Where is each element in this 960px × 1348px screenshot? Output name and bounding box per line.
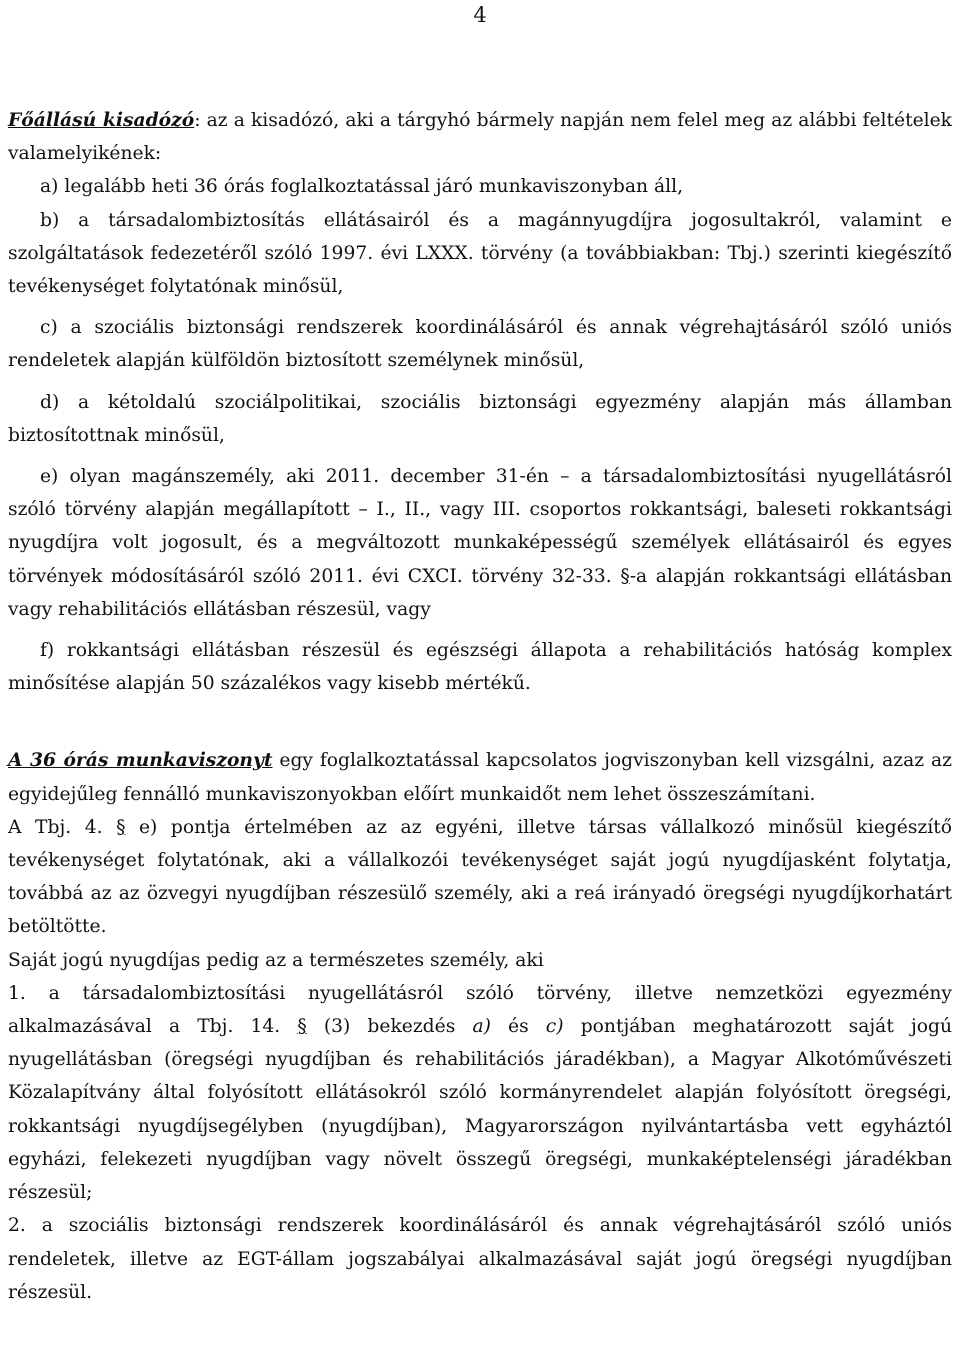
condition-d: d) a kétoldalú szociálpolitikai, szociális biztonsági egyezmény alapján más államban biztosítottnak minősül, xyxy=(8,391,952,446)
defined-term-36-oras-munkaviszony: A 36 órás munkaviszonyt xyxy=(8,749,273,772)
section-sign: § xyxy=(297,1016,307,1038)
condition-c: c) a szociális biztonsági rendszerek koordinálásáról és annak végrehajtásáról szóló uniós rendeletek alapján külföldön biztosított személynek minősül, xyxy=(8,317,952,372)
section-spacer xyxy=(8,700,952,744)
own-pension-intro: Saját jogú nyugdíjas pedig az a természetes személy, aki xyxy=(8,949,544,971)
section-sign: § xyxy=(620,565,630,587)
page-number: 4 xyxy=(473,3,487,27)
condition-f: f) rokkantsági ellátásban részesül és egészségi állapota a rehabilitációs hatóság komplex minősítése alapján 50 százalékos vagy kisebb mértékű. xyxy=(8,640,952,695)
document-body xyxy=(8,104,952,1309)
condition-b: b) a társadalombiztosítás ellátásairól és a magánnyugdíjra jogosultakról, valamint e szolgáltatások fedezetéről szóló 1997. évi LXXX. törvény (a továbbiakban: Tbj.) szerinti kiegészítő tevékenységet folytatónak minősül, xyxy=(8,209,952,298)
definition-intro xyxy=(8,104,952,170)
tbj-4-paragraph: A Tbj. 4. § e) pontja értelmében az az egyéni, illetve társas vállalkozó minősül kiegészítő tevékenységet folytatónak, aki a vállalkozói tevékenységet saját jogú nyugdíjasként folytatja, továbbá az az özvegyi nyugdíjban részesülő személy, aki a reá irányadó öregségi nyugdíjkorhatárt betöltötte. xyxy=(8,816,952,938)
section-sign: § xyxy=(116,816,126,838)
own-pension-item-1: 1. a társadalombiztosítási nyugellátásról szóló törvény, illetve nemzetközi egyezmény alkalmazásával a Tbj. 14. § (3) bekezdés a) és c) pontjában meghatározott saját jogú nyugellátásban (öregségi nyugdíjban és rehabilitációs járadékban), a Magyar Alkotóművészeti Közalapítvány által folyósított ellátásokról szóló kormányrendelet alapján folyósított öregségi, rokkantsági nyugdíjsegélyben (nyugdíjban), Magyarországon nyilvántartásba vett egyháztól egyházi, felekezeti nyugdíjban vagy növelt összegű öregségi, munkaképtelenségi járadékban részesül; xyxy=(8,982,953,1204)
definition-intro-text: : az a kisadózó, aki a tárgyhó bármely napján nem felel meg az alábbi feltételek valamelyikének: xyxy=(8,110,952,165)
workhours-paragraph: A 36 órás munkaviszonyt egy foglalkoztatással kapcsolatos jogviszonyban kell vizsgálni, azaz az egyidejűleg fennálló munkaviszonyokban előírt munkaidőt nem lehet összeszámítani. xyxy=(8,749,952,805)
defined-term-fo-allasu-kisadozo: Főállású kisadózó xyxy=(8,109,195,131)
condition-e: e) olyan magánszemély, aki 2011. december 31-én – a társadalombiztosítási nyugellátásról szóló törvény alapján megállapított – I., II., vagy III. csoportos rokkantsági, baleseti rokkantsági nyugdíjra volt jogosult, és a megváltozott munkaképességű személyek ellátásairól és egyes törvények módosításáról szóló 2011. évi CXCI. törvény 32-33. §-a alapján rokkantsági ellátásban vagy rehabilitációs ellátásban részesül, vagy xyxy=(8,466,952,620)
own-pension-item-2: 2. a szociális biztonsági rendszerek koordinálásáról és annak végrehajtásáról szóló uniós rendeletek, illetve az EGT-állam jogszabályai alkalmazásával saját jogú öregségi nyugdíjban részesül. xyxy=(8,1215,952,1303)
condition-a: a) legalább heti 36 órás foglalkoztatással járó munkaviszonyban áll, xyxy=(40,176,684,198)
